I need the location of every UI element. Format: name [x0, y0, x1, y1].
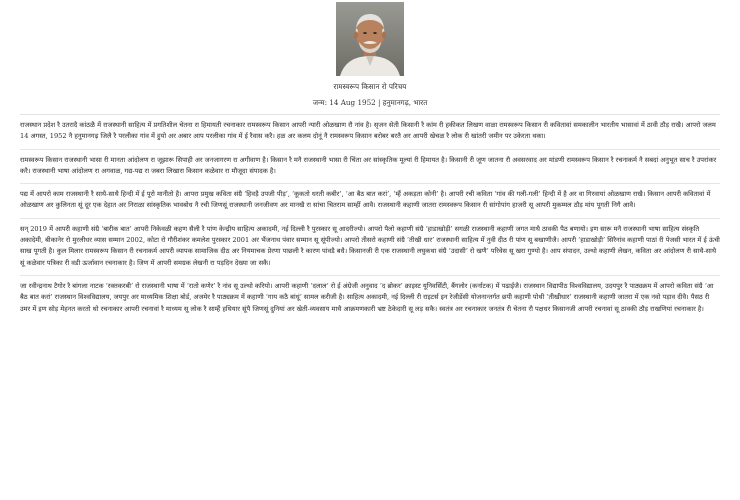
portrait-caption: रामस्वरूप किसान रो परिचय	[333, 82, 407, 91]
biography-paragraph-works: पद्य में आपरो काम राजस्थानी रै साथै-साथै हिन्दी में ई पूरो मानीतो है। आपरा प्रमुख कविता संग्रै ‘हिवड़ै उपजी पीड़’, ‘कूकतो धरती कबीर’, ‘आ बैठ बात करां’, ‘म्हैं अकड़ता कोनी’ है। आपरी रची कविता ‘गांव की गली-गली’ हिन्दी में है अर वा गिरवायां ओळखाण राखै। किसान आपरी कवितावां में ओळखाण अर कुलिनता सूं दूर एक देहात अर निराळा सांस्कृतिक भावबोध नै रची जिणसूं राजस्थानी जनजीवण अर मानखै रा सांचा चितराम साम्हीं आवै। राजस्थानी कहाणी जातरा रामस्वरूप किसान री सांगोपांग हाजरी सू आपरी मुकम्मल ठौड़ मांय पूगती निगै आवै।	[20, 184, 720, 219]
biography-paragraph-awards: सन् 2019 में आपरी कहाणी संग्रै ‘बारीक बात’ आपरी निकेवळी कहण सैली रै पांण केन्द्रीय साहित्य अकादमी, नई दिल्ली रै पुरस्कार सू आदरीज्यो। आपरो पैलो कहाणी संग्रै ‘हाडाखोड़ी’ सगळी राजस्थानी कहाणी जगत माथै ठावकी पैठ बणायो। इण सारू मनै राजस्थानी भाषा साहित्य संस्कृति अकादेमी, बीकानेर रो मुरलीधर व्यास सम्मान 2002, कोटा रो गौरीशंकर कमलेश पुरस्कार 2001 अर भैंजनाथ पंवार सम्मान सू सूंपीज्यो। आपरो तीसरो कहाणी संग्रै ‘तीखी धार’ राजस्थानी साहित्य में नुवी दीठ री पांण सू बखाणीजै। आपरी ‘हाडाखोड़ी’ सिरैनांव कहाणी पाठां री पेजसी भारत में ई ऊंची साख पूगती है। कुल मिलार रामस्वरूप किसान री रचनाकर्म आपरी व्यापक सामाजिक दीठ अर नियमाचक प्रेरणा पाछली रै कारण पांवडै बधै। किसानजी री एक राजस्थानी लघुकथा संग्रै ‘उदासी’ रो खणै‘ परिवेस सू खरा गुण्यो है। आप संपादन, उल्थो कहाणी लेखन, कविता अर आंदोलण री साथै-साथै सूं कळेवार पत्रिका री वडी ऊर्जावान रचनाकार है। जिण में आपरी समग्रक लेखनी रा पड़दिन देख्या जा सकै।	[20, 219, 720, 276]
author-portrait	[336, 2, 404, 76]
portrait-wrap	[20, 0, 720, 76]
biography-paragraph-translations: जा रवीन्द्रनाथ टैगोर रै बांगला नाटक ‘रक्तकरबी’ रो राजस्थानी भाषा में ‘रातो कणेर’ रै नांव सू उल्थो करियो। आपरी कहाणी ‘दलाल’ रो ई अंग्रेजी अनुवाद ‘द ब्रोकर’ क्राइस्ट यूनिवर्सिटी, बैंगलोर (कर्नाटक) में पढाईजै। राजस्थान विद्यापीठ विश्वविद्यालय, उदयपुर रै पाठ्यक्रम में आपरो कविता संग्रै ‘आ बैठ बात करां’ राजस्थान विश्वविद्यालय, जयपुर अर माध्यमिक शिक्षा बोर्ड, अजमेर रै पाठ्यक्रम में कहाणी ‘गाय कठै बांधूं’ सामल करीजी है। साहित्य अकादमी, नई दिल्ली री राइटर्स इन रेजीडेंसी योजनान्तर्गत छपी कहाणी पोथी ‘तीखीधार’ राजस्थानी कहाणी जातरा में एक नवो पड़ाव दीवै। पैसठ री उमर में इण सोड़ मेहनत करतो थो रचनाकार आपरी रचनावां रै माध्यम सू लोक रै साम्हैं हथियार सूंपै जिणसूं दुनियां अर खेती-व्यवसाय माथै आक्रमणकारी भ्रष्ट ठेकेदारी सू लड़ सकै। स्वतंत्र अर रचनाकार जनतंत्र री चेतना रौ पक्षधर किसानजी आपरी रचनावां सू ठावकी ठौड़ राखणियां रचनाकार है।	[20, 281, 714, 313]
biography-body	[20, 115, 720, 321]
biography-paragraph-intro: राजस्थान प्रदेश रै उतरादै कांठळै में राजस्थानी साहित्य में प्रगतिशील चेतना रा हिमायती रचनाकार रामस्वरूप किसान आपरी न्यारी ओळखाण रौ नांव है। सृजन सेती किसानी रै कांम री हकीकत लिखण वाळा रामस्वरूप किसान री कवितावां समकालीन भारतीय भासावां में ठावी ठौड़ राखै। आपरो जलम 14 अगस्त, 1952 नै हनुमानगढ़ जिलै रै परलीका गांव में हुयो अर अबार आप परलीका गांव में ई रैवास करै। हळ अर कलम दोनूं नै रामस्वरूप किसान बरोबर बरतै अर आपरी खेचळ रै लोक री खांतरी जमीन पर उकेरता थका।	[20, 115, 720, 150]
biography-paragraph-movement: रामस्वरूप किसान राजस्थानी भासा री मानता आंदोलण रा जूझारू सिपाही अर जनजागरण रा अगीवाण है। किसान रै मनै राजस्थानी भासा री चिंता अर सांस्कृतिक मूल्यां री हिमायत है। किसानी री जूण जातना रौ अवसरवाद अर मांडणी रामस्वरूप किसान रै रचनाकर्म नै सबदां अनुभूत साच रै उपरांकर करै। राजस्थानी भाषा आंदोलण रा अगवाळ, गद्य-पद्य रा जबरा लिखारा किसान कळेवार रा मौजूदा संपादक है।	[20, 150, 720, 185]
birth-info: जन्म: 14 Aug 1952 | हनुमानगढ़, भारत	[312, 98, 428, 107]
